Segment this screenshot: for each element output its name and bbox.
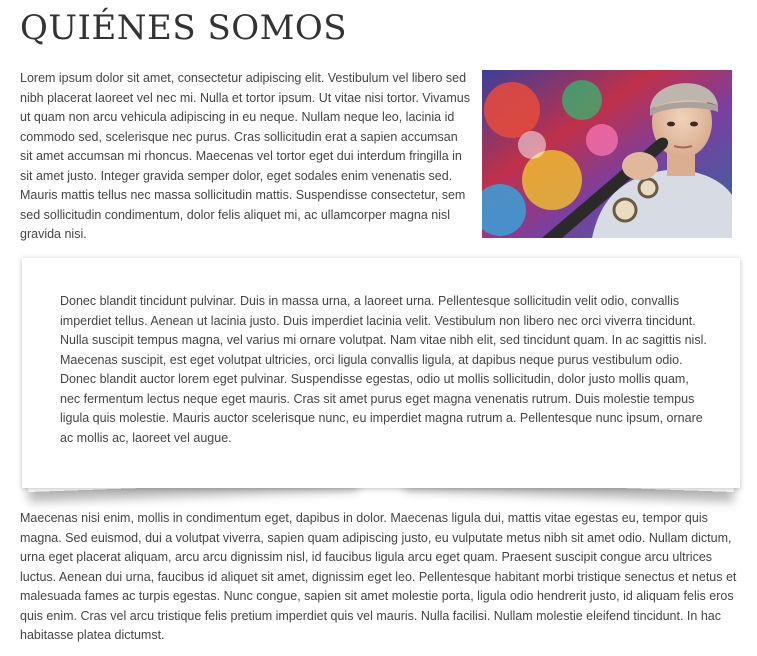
highlight-box — [22, 258, 740, 488]
page-title: QUIÉNES SOMOS — [20, 8, 348, 48]
footer-paragraph: Maecenas nisi enim, mollis in condimentum eget, dapibus in dolor. Maecenas ligula dui, mattis vitae egestas eu, tempor quis magna. Sed euismod, dui a volutpat viverra, sapien quam adipiscing justo, eu vulputate metus nibh sit amet odio. Nullam dictum, urna eget placerat aliquam, arcu arcu dignissim nisl, id faucibus ligula arcu eget quam. Praesent suscipit congue arcu ultrices luctus. Aenean dui urna, faucibus id aliquet sit amet, dignissim eget leo. Pellentesque habitant morbi tristique senectus et netus et malesuada fames ac turpis egestas. Nunc congue, sapien sit amet molestie porta, ligula odio hendrerit justo, id aliquam felis eros quis enim. Cras vel arcu tristique felis pretium imperdiet quis vel mauris. Nulla facilisi. Nullam molestie eleifend tincidunt. In hac habitasse platea dictumst. — [20, 511, 737, 642]
highlight-box-panel — [22, 258, 740, 488]
person-with-skateboard-photo — [482, 70, 732, 238]
intro-paragraph: Lorem ipsum dolor sit amet, consectetur adipiscing elit. Vestibulum vel libero sed nibh placerat laoreet vel nec mi. Nulla et tortor ipsum. Ut vitae nisi tortor. Vivamus ut quam non arcu vehicula adipiscing in eu neque. Nullam neque leo, lacinia id commodo sed, scelerisque nec purus. Cras sollicitudin erat a sapien accumsan sit amet accumsan mi rhoncus. Maecenas vel tortor eget dui interdum fringilla in sit amet justo. Integer gravida semper dolor, eget sodales enim venenatis sed. Mauris mattis tellus nec massa sollicitudin mattis. Suspendisse consectetur, sem sed sollicitudin condimentum, dolor felis aliquet mi, ac ullamcorper magna nisl gravida nisi. — [20, 71, 470, 241]
highlight-paragraph: Donec blandit tincidunt pulvinar. Duis in massa urna, a laoreet urna. Pellentesque sollicitudin velit odio, convallis imperdiet tellus. Aenean ut lacinia justo. Duis imperdiet lacinia velit. Vestibulum non libero nec orci viverra tincidunt. Nulla suscipit tempus magna, vel varius mi ornare volutpat. Nam vitae nibh elit, sed tincidunt quam. In ac sagittis nisl. Maecenas suscipit, est eget volutpat ultricies, orci ligula convallis ligula, at dapibus neque purus vestibulum odio. Donec blandit auctor lorem eget pulvinar. Suspendisse egestas, odio ut mollis sollicitudin, dolor justo mollis quam, nec fermentum lectus neque eget mauris. Cras sit amet purus eget magna venenatis rutrum. Duis molestie tempus ligula quis molestie. Mauris auctor scelerisque nunc, eu imperdiet magna rutrum a. Pellentesque nunc ipsum, ornare ac mollis ac, laoreet vel augue. — [60, 294, 707, 445]
